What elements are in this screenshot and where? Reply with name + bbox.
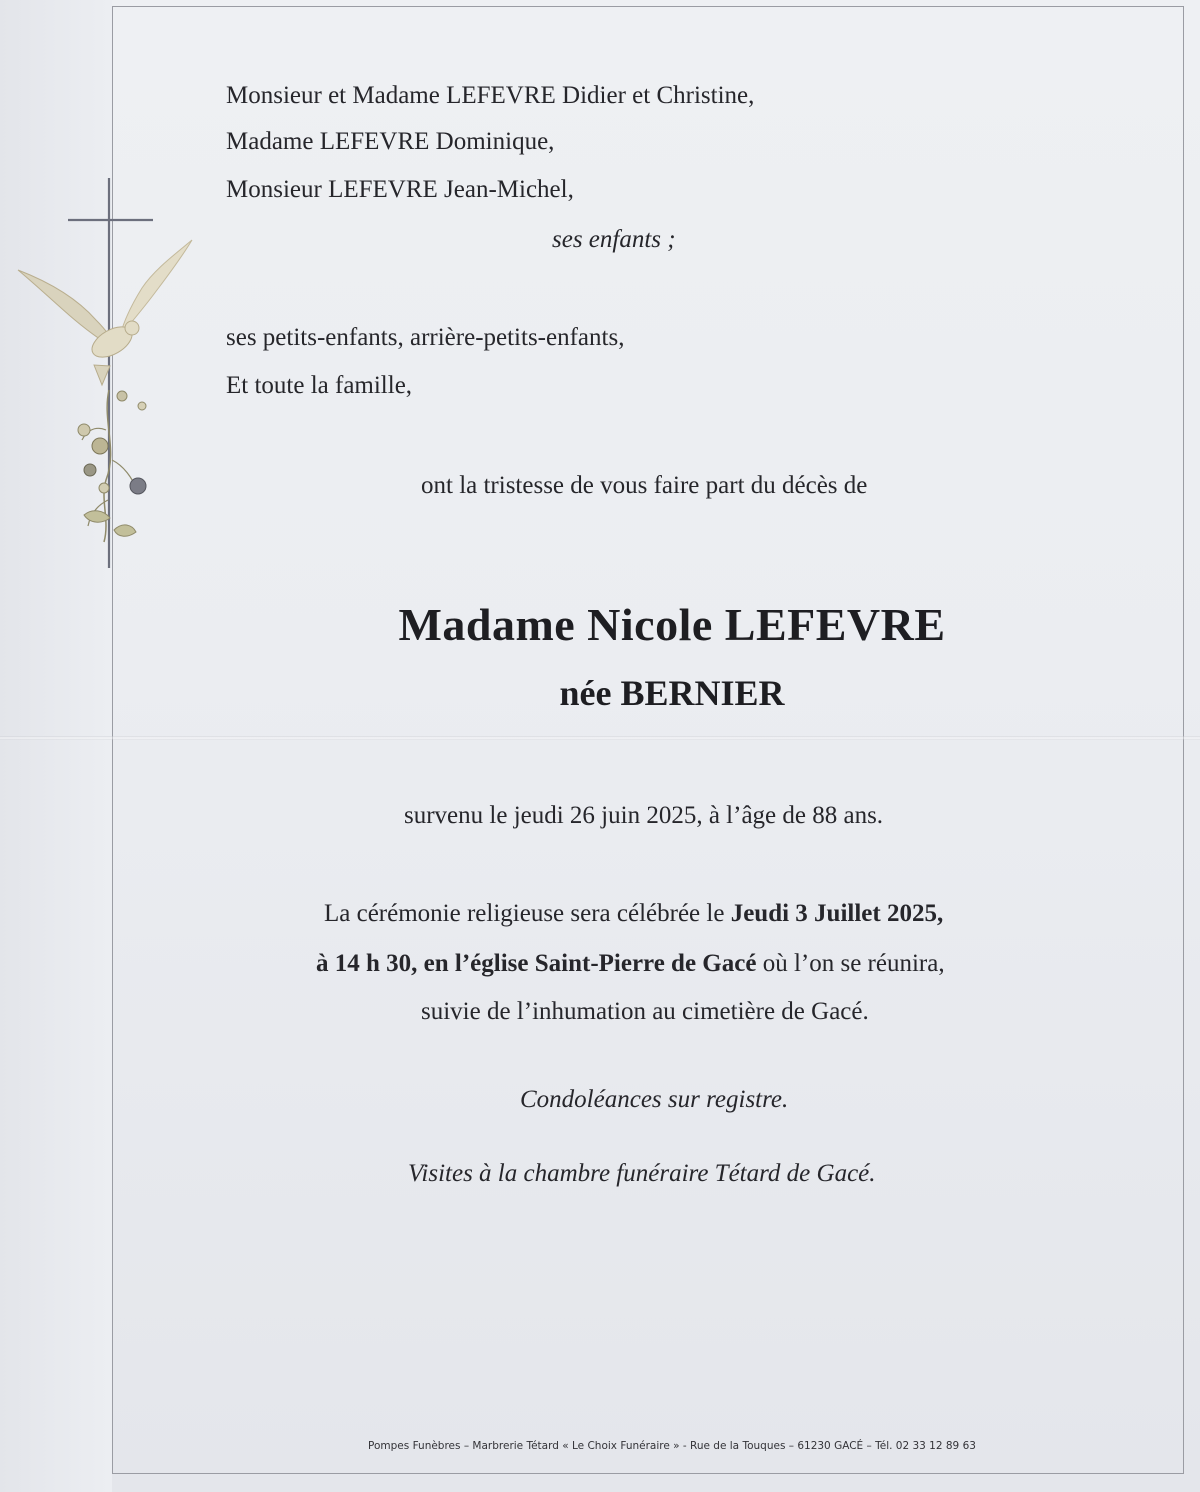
ceremony-time-place: à 14 h 30, en l’église Saint-Pierre de Gacé bbox=[316, 950, 757, 977]
family-line-4: ses petits-enfants, arrière-petits-enfants, bbox=[226, 324, 625, 351]
ceremony-gathering: où l’on se réunira, bbox=[756, 950, 945, 977]
family-line-5: Et toute la famille, bbox=[226, 372, 413, 399]
fold-line bbox=[0, 736, 1200, 740]
death-info: survenu le jeudi 26 juin 2025, à l’âge de 88 ans. bbox=[404, 802, 884, 829]
cross-dove-flowers-icon bbox=[14, 170, 204, 570]
family-line-2: Madame LEFEVRE Dominique, bbox=[226, 128, 555, 155]
ceremony-date: Jeudi 3 Juillet 2025, bbox=[730, 900, 944, 927]
ceremony-line-3: suivie de l’inhumation au cimetière de Gacé. bbox=[421, 998, 869, 1025]
visits: Visites à la chambre funéraire Tétard de Gacé. bbox=[408, 1160, 876, 1187]
deceased-maiden-name: née BERNIER bbox=[559, 673, 785, 713]
funeral-home-footer: Pompes Funèbres – Marbrerie Tétard « Le Choix Funéraire » - Rue de la Touques – 61230 GACÉ – Tél. 02 33 12 89 63 bbox=[368, 1440, 976, 1452]
ceremony-line-1 bbox=[324, 900, 943, 928]
children-label: ses enfants ; bbox=[552, 226, 676, 253]
deceased-name: Madame Nicole LEFEVRE bbox=[398, 599, 946, 650]
ceremony-text: La cérémonie religieuse sera célébrée le bbox=[324, 900, 731, 927]
family-line-1: Monsieur et Madame LEFEVRE Didier et Christine, bbox=[226, 82, 755, 109]
family-line-3: Monsieur LEFEVRE Jean-Michel, bbox=[226, 176, 574, 203]
announcement: ont la tristesse de vous faire part du décès de bbox=[421, 472, 868, 499]
condolences: Condoléances sur registre. bbox=[520, 1086, 789, 1113]
ceremony-line-2 bbox=[316, 950, 945, 978]
